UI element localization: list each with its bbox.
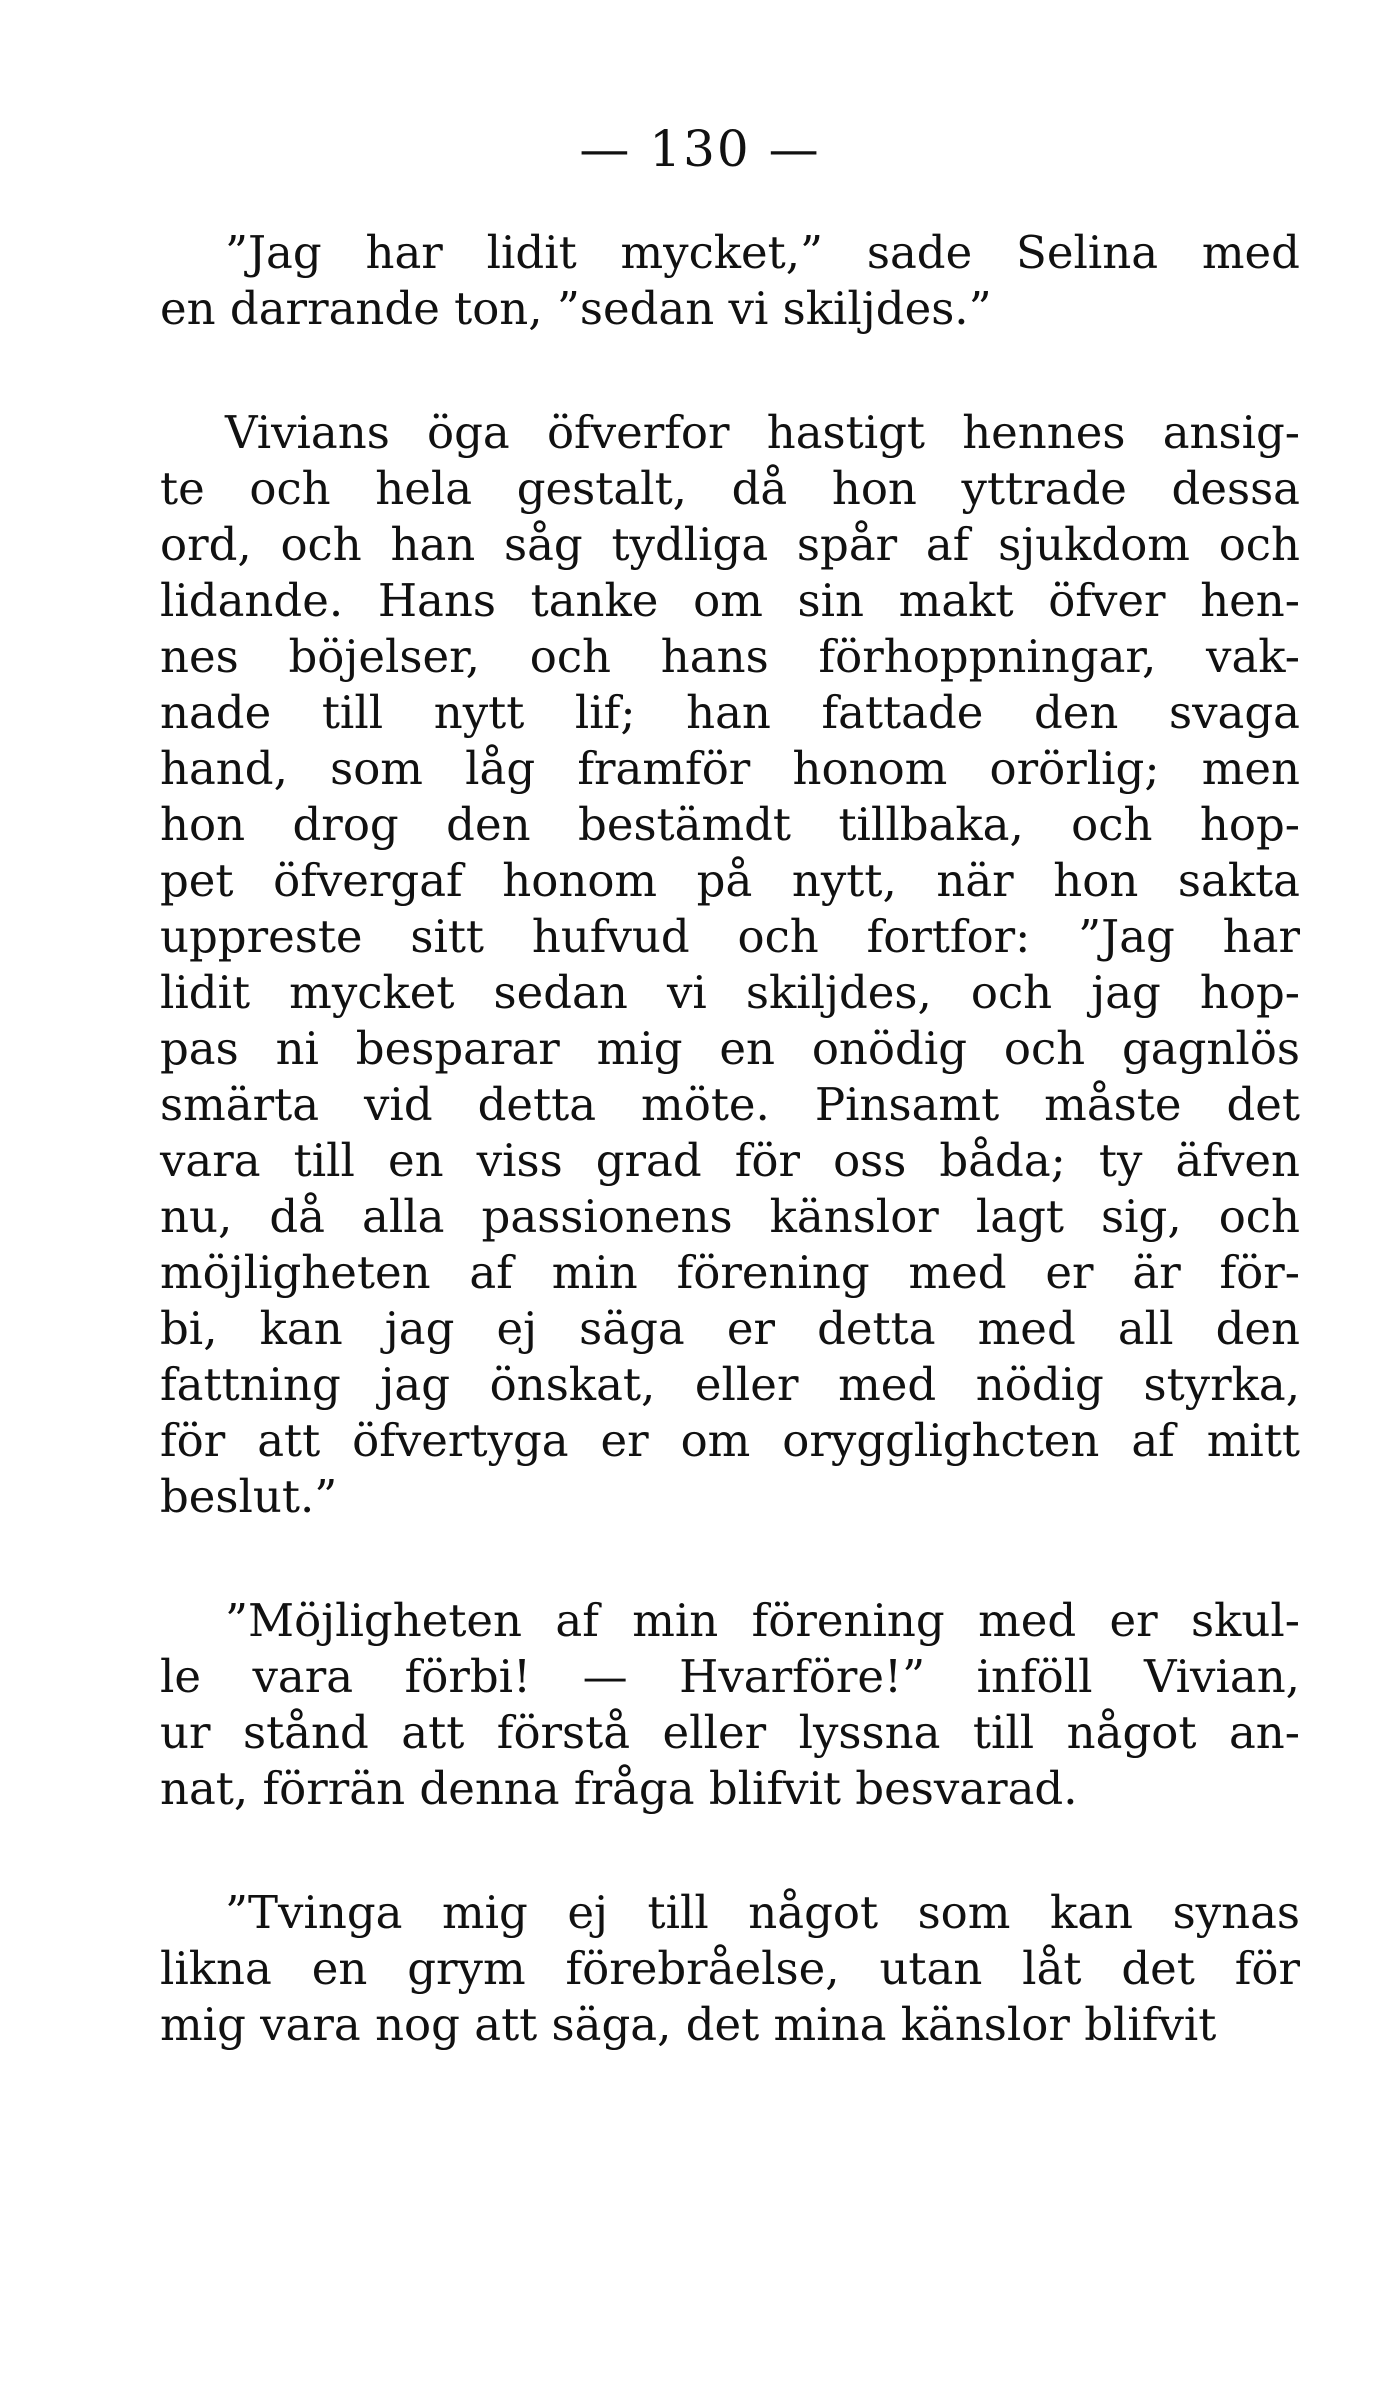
text-line: pas ni besparar mig en onödig och gagnlös — [160, 1022, 1300, 1075]
paragraph — [160, 1593, 1300, 1817]
paragraph — [160, 1885, 1300, 2053]
text-line: hand, som låg framför honom orörlig; men — [160, 742, 1300, 795]
paragraph-gap — [160, 1817, 1300, 1885]
paragraph — [160, 225, 1300, 337]
text-line: Vivians öga öfverfor hastigt hennes ansig- — [225, 406, 1300, 459]
text-line: nat, förrän denna fråga blifvit besvarad. — [160, 1762, 1078, 1815]
text-line: bi, kan jag ej säga er detta med all den — [160, 1302, 1300, 1355]
text-line: hon drog den bestämdt tillbaka, och hop- — [160, 798, 1300, 851]
text-line: en darrande ton, ”sedan vi skiljdes.” — [160, 282, 992, 335]
paragraph-gap — [160, 337, 1300, 405]
text-line: ”Jag har lidit mycket,” sade Selina med — [225, 226, 1300, 279]
text-line: ord, och han såg tydliga spår af sjukdom och — [160, 518, 1300, 571]
paragraph-gap — [160, 1525, 1300, 1593]
text-line: lidit mycket sedan vi skiljdes, och jag hop- — [160, 966, 1300, 1019]
body-text — [160, 225, 1300, 2053]
text-line: mig vara nog att säga, det mina känslor blifvit — [160, 1998, 1217, 2051]
text-line: nes böjelser, och hans förhoppningar, vak- — [160, 630, 1300, 683]
text-line: pet öfvergaf honom på nytt, när hon sakta — [160, 854, 1300, 907]
text-line: smärta vid detta möte. Pinsamt måste det — [160, 1078, 1300, 1131]
text-line: beslut.” — [160, 1470, 338, 1523]
paragraph — [160, 405, 1300, 1525]
text-line: ”Möjligheten af min förening med er skul- — [225, 1594, 1300, 1647]
text-line: vara till en viss grad för oss båda; ty äfven — [160, 1134, 1300, 1187]
text-line: ur stånd att förstå eller lyssna till något an- — [160, 1706, 1300, 1759]
text-line: möjligheten af min förening med er är för- — [160, 1246, 1300, 1299]
text-line: fattning jag önskat, eller med nödig styrka, — [160, 1358, 1300, 1411]
text-line: te och hela gestalt, då hon yttrade dessa — [160, 462, 1300, 515]
text-line: nade till nytt lif; han fattade den svaga — [160, 686, 1300, 739]
text-line: lidande. Hans tanke om sin makt öfver hen- — [160, 574, 1300, 627]
text-line: nu, då alla passionens känslor lagt sig, och — [160, 1190, 1300, 1243]
page-number: — 130 — — [579, 120, 821, 178]
text-line: ”Tvinga mig ej till något som kan synas — [225, 1886, 1300, 1939]
text-line: likna en grym förebråelse, utan låt det för — [160, 1942, 1300, 1995]
text-line: le vara förbi! — Hvarföre!” inföll Vivian, — [160, 1650, 1300, 1703]
text-line: uppreste sitt hufvud och fortfor: ”Jag har — [160, 910, 1300, 963]
text-line: för att öfvertyga er om orygglighcten af mitt — [160, 1414, 1300, 1467]
